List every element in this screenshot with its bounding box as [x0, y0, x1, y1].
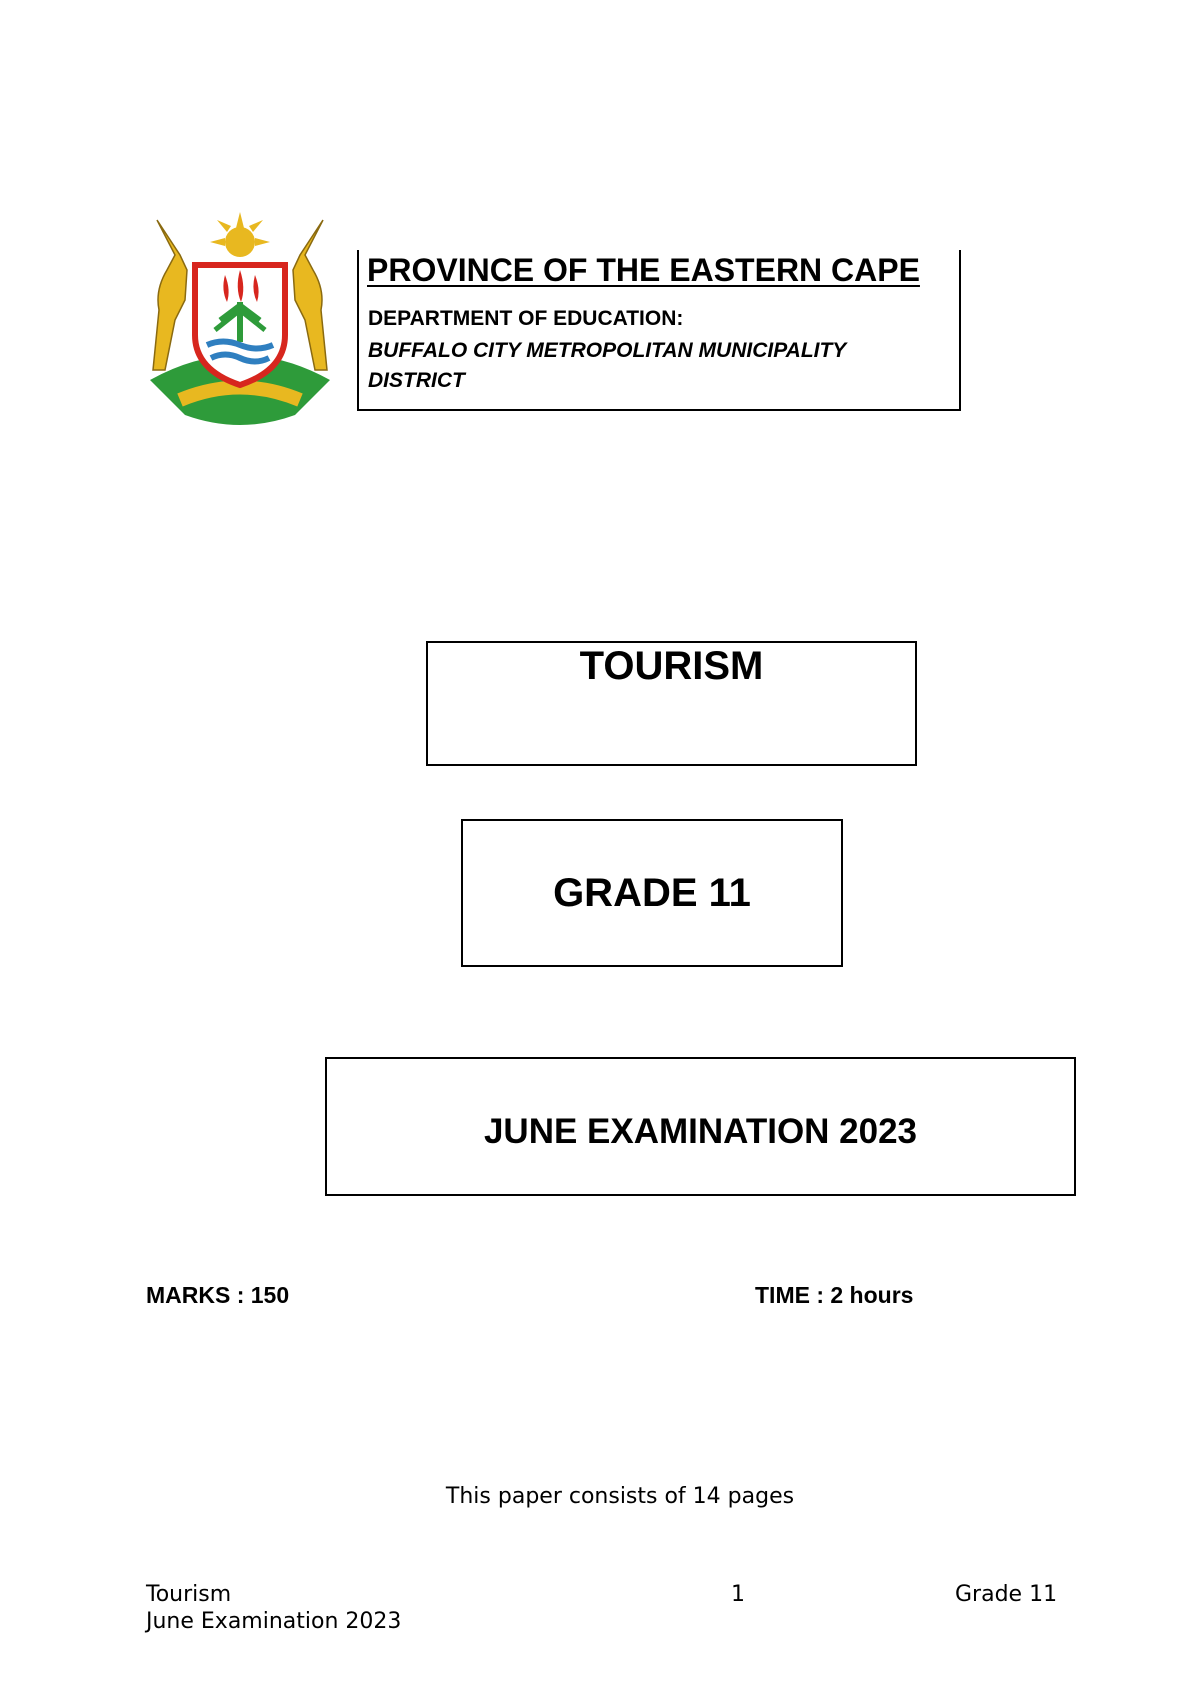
page-count-note: This paper consists of 14 pages — [445, 1484, 795, 1509]
footer-subject: Tourism — [146, 1582, 232, 1607]
exam-title: JUNE EXAMINATION 2023 — [483, 1112, 918, 1151]
district-label: BUFFALO CITY METROPOLITAN MUNICIPALITY DISTRICT — [368, 339, 846, 392]
coat-of-arms — [145, 210, 335, 425]
footer-grade: Grade 11 — [955, 1582, 1058, 1607]
footer-exam: June Examination 2023 — [146, 1609, 402, 1634]
grade-title: GRADE 11 — [553, 871, 751, 915]
subject-title: TOURISM — [579, 644, 764, 688]
province-title: PROVINCE OF THE EASTERN CAPE — [367, 252, 920, 288]
department-label: DEPARTMENT OF EDUCATION: — [368, 307, 684, 330]
coat-of-arms-icon — [145, 210, 335, 425]
footer-page-number: 1 — [731, 1582, 745, 1607]
marks-label: MARKS : 150 — [146, 1282, 290, 1308]
time-label: TIME : 2 hours — [755, 1282, 914, 1308]
